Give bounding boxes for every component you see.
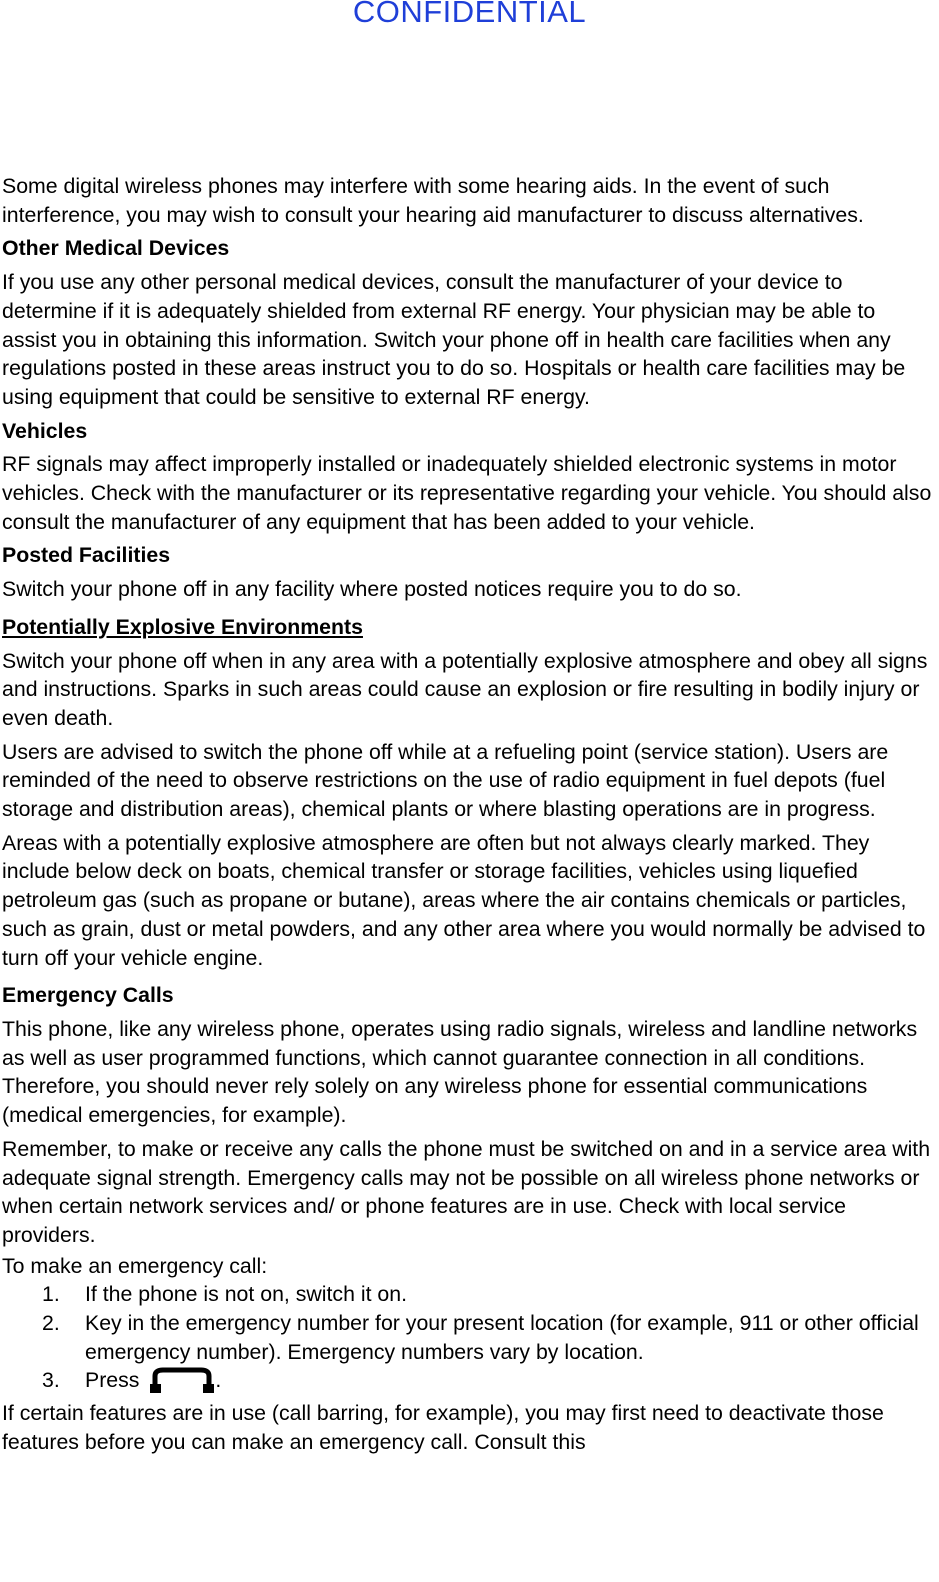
step-text: If the phone is not on, switch it on. xyxy=(85,1282,408,1307)
step-suffix: . xyxy=(215,1368,222,1393)
other-medical-devices-heading: Other Medical Devices xyxy=(2,236,230,261)
emergency-paragraph-1: This phone, like any wireless phone, operates using radio signals, wireless and landline networks as well as user programmed functions, which cannot guarantee connection in all conditions. Therefore, you should never rely solely on any wireless phone for essential communications (medical emergencies, for example). xyxy=(2,1016,918,1128)
confidential-watermark: CONFIDENTIAL xyxy=(352,0,587,29)
posted-facilities-paragraph: Switch your phone off in any facility where posted notices require you to do so. xyxy=(2,577,742,602)
step-number: 2. xyxy=(42,1311,60,1336)
emergency-paragraph-2: Remember, to make or receive any calls the phone must be switched on and in a service area with adequate signal strength. Emergency calls may not be possible on all wireless phone networks or when certain network services and/ or phone features are in use. Check with local service providers. xyxy=(2,1136,931,1247)
hearing-aids-paragraph: Some digital wireless phones may interfere with some hearing aids. In the event of such interference, you may wish to consult your hearing aid manufacturer to discuss alternatives. xyxy=(2,174,864,227)
vehicles-paragraph: RF signals may affect improperly installed or inadequately shielded electronic systems in motor vehicles. Check with the manufacturer or its representative regarding your vehicle. You should also consult the manufacturer of any equipment that has been added to your vehicle. xyxy=(2,452,932,534)
list-item xyxy=(2,1280,934,1309)
send-key-icon xyxy=(149,1367,215,1393)
list-item xyxy=(2,1309,934,1366)
emergency-calls-heading: Emergency Calls xyxy=(2,983,174,1008)
step-text: Key in the emergency number for your present location (for example, 911 or other official emergency number). Emergency numbers vary by location. xyxy=(85,1311,919,1364)
posted-facilities-heading: Posted Facilities xyxy=(2,543,171,568)
step-number: 1. xyxy=(42,1282,60,1307)
emergency-paragraph-3: If certain features are in use (call barring, for example), you may first need to deactivate those features before you can make an emergency call. Consult this xyxy=(2,1401,884,1454)
document-body xyxy=(2,172,934,1462)
vehicles-heading: Vehicles xyxy=(2,418,88,443)
other-medical-devices-paragraph: If you use any other personal medical devices, consult the manufacturer of your device to determine if it is adequately shielded from external RF energy. Your physician may be able to assist you in obtaining this information. Switch your phone off in health care facilities when any regulations posted in these areas instruct you to do so. Hospitals or health care facilities may be using equipment that could be sensitive to external RF energy. xyxy=(2,270,906,409)
emergency-steps-list xyxy=(2,1280,934,1395)
explosive-paragraph-3: Areas with a potentially explosive atmosphere are often but not always clearly marked. They include below deck on boats, chemical transfer or storage facilities, vehicles using liquefied petroleum gas (such as propane or butane), areas where the air contains chemicals or particles, such as grain, dust or metal powders, and any other area where you would normally be advised to turn off your vehicle engine. xyxy=(2,830,926,970)
step-number: 3. xyxy=(42,1368,60,1393)
explosive-environments-heading: Potentially Explosive Environments xyxy=(2,614,363,639)
emergency-steps-intro: To make an emergency call: xyxy=(2,1253,268,1278)
explosive-paragraph-2: Users are advised to switch the phone off while at a refueling point (service station). Users are reminded of the need to observe restrictions on the use of radio equipment in fuel depots (fuel storage and distribution areas), chemical plants or where blasting operations are in progress. xyxy=(2,739,889,822)
list-item xyxy=(2,1366,934,1395)
step-text: Press xyxy=(85,1368,140,1393)
explosive-paragraph-1: Switch your phone off when in any area with a potentially explosive atmosphere and obey all signs and instructions. Sparks in such areas could cause an explosion or fire resulting in bodily injury or even death. xyxy=(2,648,928,730)
